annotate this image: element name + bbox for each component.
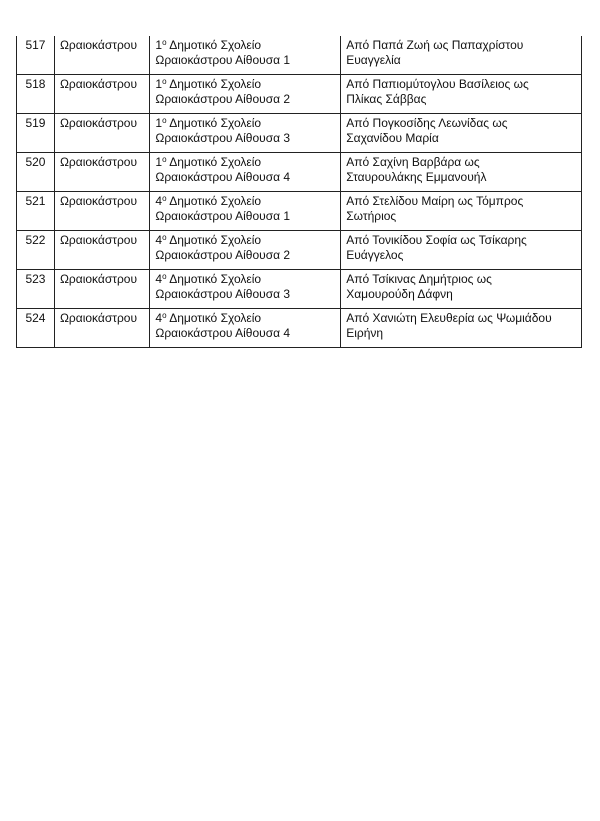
municipality-cell xyxy=(54,192,149,231)
school-name-line1 xyxy=(155,38,335,53)
school-cell xyxy=(150,75,341,114)
surname-range-line2: Σωτήριος xyxy=(346,209,397,223)
surname-range-cell xyxy=(341,75,582,114)
station-number: 521 xyxy=(25,194,46,208)
school-cell xyxy=(150,231,341,270)
municipality: Ωραιοκάστρου xyxy=(59,155,138,169)
municipality: Ωραιοκάστρου xyxy=(59,272,138,286)
station-number-cell xyxy=(17,36,55,75)
school-name-rest: Δημοτικό Σχολείο xyxy=(166,77,262,91)
surname-range-line2: Χαμουρούδη Δάφνη xyxy=(346,287,453,301)
school-cell xyxy=(150,114,341,153)
school-name-rest: Δημοτικό Σχολείο xyxy=(166,272,262,286)
municipality-cell xyxy=(54,270,149,309)
surname-range-line2: Ειρήνη xyxy=(346,326,384,340)
school-ordinal-suffix: ο xyxy=(162,77,167,86)
station-number: 523 xyxy=(25,272,46,286)
surname-range-line2: Ευαγγελία xyxy=(346,53,401,67)
polling-stations-table xyxy=(16,36,582,348)
municipality: Ωραιοκάστρου xyxy=(59,38,138,52)
surname-range-line1: Από Παπιομύτογλου Βασίλειος ως xyxy=(346,77,529,91)
surname-range-line1: Από Παπά Ζωή ως Παπαχρίστου xyxy=(346,38,524,52)
table-row xyxy=(17,192,582,231)
surname-range-line1: Από Χανιώτη Ελευθερία ως Ψωμιάδου xyxy=(346,311,552,325)
school-name-line1 xyxy=(155,155,335,170)
school-ordinal: 4 xyxy=(155,233,163,247)
school-ordinal: 4 xyxy=(155,272,163,286)
station-number-cell xyxy=(17,270,55,309)
school-ordinal-suffix: ο xyxy=(162,272,167,281)
municipality-cell xyxy=(54,36,149,75)
school-ordinal-suffix: ο xyxy=(162,38,167,47)
school-room: Ωραιοκάστρου Αίθουσα 3 xyxy=(155,131,291,145)
school-ordinal-suffix: ο xyxy=(162,155,167,164)
station-number-cell xyxy=(17,75,55,114)
municipality-cell xyxy=(54,309,149,348)
station-number-cell xyxy=(17,309,55,348)
station-number: 522 xyxy=(25,233,46,247)
school-room: Ωραιοκάστρου Αίθουσα 3 xyxy=(155,287,291,301)
school-name-line1 xyxy=(155,233,335,248)
station-number: 519 xyxy=(25,116,46,130)
surname-range-line1: Από Στελίδου Μαίρη ως Τόμπρος xyxy=(346,194,524,208)
municipality-cell xyxy=(54,153,149,192)
school-ordinal: 1 xyxy=(155,38,163,52)
municipality: Ωραιοκάστρου xyxy=(59,233,138,247)
surname-range-line1: Από Τονικίδου Σοφία ως Τσίκαρης xyxy=(346,233,527,247)
school-name-rest: Δημοτικό Σχολείο xyxy=(166,194,262,208)
school-name-line1 xyxy=(155,77,335,92)
station-number: 524 xyxy=(25,311,46,325)
municipality-cell xyxy=(54,114,149,153)
school-name-line1 xyxy=(155,311,335,326)
table-row xyxy=(17,75,582,114)
surname-range-cell xyxy=(341,231,582,270)
surname-range-cell xyxy=(341,114,582,153)
table-row xyxy=(17,36,582,75)
table-body xyxy=(17,36,582,348)
surname-range-cell xyxy=(341,270,582,309)
school-room: Ωραιοκάστρου Αίθουσα 4 xyxy=(155,326,291,340)
municipality-cell xyxy=(54,231,149,270)
station-number-cell xyxy=(17,153,55,192)
school-ordinal-suffix: ο xyxy=(162,116,167,125)
municipality: Ωραιοκάστρου xyxy=(59,77,138,91)
school-name-line1 xyxy=(155,116,335,131)
municipality: Ωραιοκάστρου xyxy=(59,194,138,208)
municipality-cell xyxy=(54,75,149,114)
table-row xyxy=(17,114,582,153)
surname-range-line1: Από Τσίκινας Δημήτριος ως xyxy=(346,272,492,286)
table-row xyxy=(17,231,582,270)
municipality: Ωραιοκάστρου xyxy=(59,116,138,130)
school-room: Ωραιοκάστρου Αίθουσα 1 xyxy=(155,209,291,223)
school-name-rest: Δημοτικό Σχολείο xyxy=(166,311,262,325)
school-ordinal: 1 xyxy=(155,155,163,169)
school-name-rest: Δημοτικό Σχολείο xyxy=(166,116,262,130)
school-cell xyxy=(150,153,341,192)
school-room: Ωραιοκάστρου Αίθουσα 2 xyxy=(155,92,291,106)
surname-range-line2: Σαχανίδου Μαρία xyxy=(346,131,439,145)
school-cell xyxy=(150,270,341,309)
surname-range-line2: Ευάγγελος xyxy=(346,248,404,262)
school-cell xyxy=(150,192,341,231)
station-number: 517 xyxy=(25,38,46,52)
surname-range-line1: Από Σαχίνη Βαρβάρα ως xyxy=(346,155,480,169)
surname-range-cell xyxy=(341,153,582,192)
school-ordinal: 4 xyxy=(155,311,163,325)
school-ordinal: 4 xyxy=(155,194,163,208)
table-row xyxy=(17,270,582,309)
table-row xyxy=(17,153,582,192)
school-name-line1 xyxy=(155,194,335,209)
school-cell xyxy=(150,309,341,348)
station-number-cell xyxy=(17,231,55,270)
school-name-rest: Δημοτικό Σχολείο xyxy=(166,233,262,247)
school-room: Ωραιοκάστρου Αίθουσα 4 xyxy=(155,170,291,184)
station-number: 520 xyxy=(25,155,46,169)
school-ordinal: 1 xyxy=(155,77,163,91)
school-room: Ωραιοκάστρου Αίθουσα 2 xyxy=(155,248,291,262)
station-number-cell xyxy=(17,192,55,231)
surname-range-cell xyxy=(341,36,582,75)
surname-range-cell xyxy=(341,309,582,348)
school-name-line1 xyxy=(155,272,335,287)
table-row xyxy=(17,309,582,348)
surname-range-cell xyxy=(341,192,582,231)
school-room: Ωραιοκάστρου Αίθουσα 1 xyxy=(155,53,291,67)
school-ordinal: 1 xyxy=(155,116,163,130)
surname-range-line2: Σταυρουλάκης Εμμανουήλ xyxy=(346,170,487,184)
school-ordinal-suffix: ο xyxy=(162,194,167,203)
station-number-cell xyxy=(17,114,55,153)
school-name-rest: Δημοτικό Σχολείο xyxy=(166,38,262,52)
school-name-rest: Δημοτικό Σχολείο xyxy=(166,155,262,169)
surname-range-line2: Πλίκας Σάββας xyxy=(346,92,427,106)
surname-range-line1: Από Πογκοσίδης Λεωνίδας ως xyxy=(346,116,508,130)
station-number: 518 xyxy=(25,77,46,91)
municipality: Ωραιοκάστρου xyxy=(59,311,138,325)
school-ordinal-suffix: ο xyxy=(162,311,167,320)
school-ordinal-suffix: ο xyxy=(162,233,167,242)
school-cell xyxy=(150,36,341,75)
